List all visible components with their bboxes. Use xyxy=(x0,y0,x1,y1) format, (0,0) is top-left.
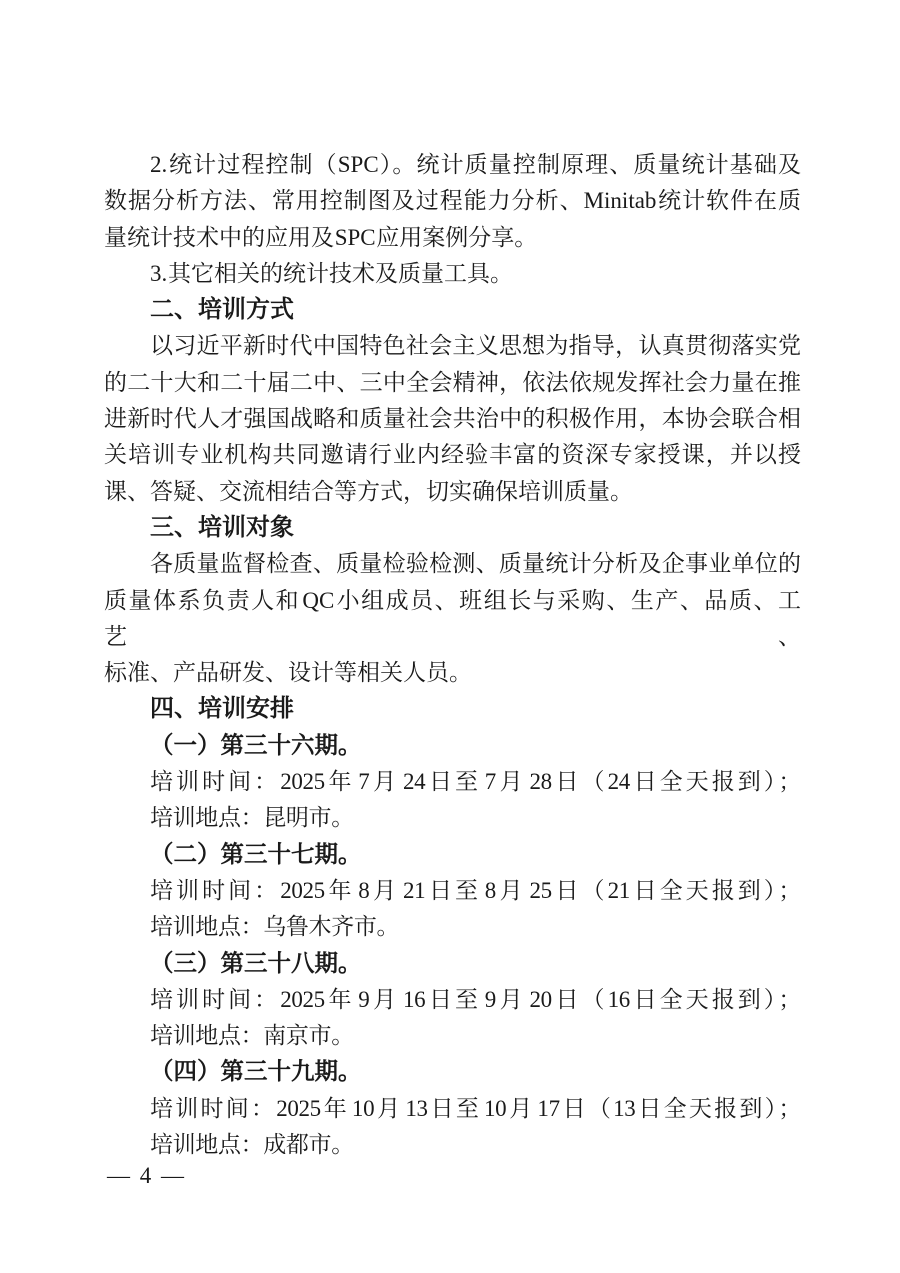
text-line: 标准、产品研发、设计等相关人员。 xyxy=(104,660,472,686)
text-line: 关培训专业机构共同邀请行业内经验丰富的资深专家授课，并以授 xyxy=(104,442,801,468)
text-line: 培训时间：2025 年 10 月 13 日至 10 月 17 日（13 日全天报到）； xyxy=(150,1095,801,1121)
text-line: （二）第三十七期。 xyxy=(150,841,362,868)
session-39-time xyxy=(104,1091,801,1127)
section-heading-training-audience xyxy=(104,510,801,546)
spc-course-paragraph xyxy=(104,147,801,256)
text-line: 培训地点：昆明市。 xyxy=(150,805,354,831)
text-line: 三、培训对象 xyxy=(150,513,294,541)
session-36-time xyxy=(104,764,801,800)
training-method-paragraph xyxy=(104,328,801,509)
text-line: 培训时间：2025 年 8 月 21 日至 8 月 25 日（21 日全天报到）； xyxy=(150,877,801,903)
training-audience-paragraph xyxy=(104,546,801,691)
text-line: 数据分析方法、常用控制图及过程能力分析、Minitab 统计软件在质 xyxy=(104,188,801,214)
session-36-location xyxy=(104,800,801,836)
text-line: （三）第三十八期。 xyxy=(150,950,362,977)
session-36-title xyxy=(104,728,801,764)
text-line: 进新时代人才强国战略和质量社会共治中的积极作用，本协会联合相 xyxy=(104,406,801,432)
section-heading-training-method xyxy=(104,292,801,328)
document-content xyxy=(104,147,801,1163)
session-37-title xyxy=(104,837,801,873)
text-line: 3. 其它相关的统计技术及质量工具。 xyxy=(150,260,513,286)
text-line: （一）第三十六期。 xyxy=(150,732,362,759)
text-line: 培训地点：南京市。 xyxy=(150,1023,354,1049)
text-line: （四）第三十九期。 xyxy=(150,1059,362,1086)
session-37-time xyxy=(104,873,801,909)
text-line: 质量体系负责人和 QC 小组成员、班组长与采购、生产、品质、工艺、 xyxy=(104,587,801,649)
text-line: 2. 统计过程控制（SPC）。统计质量控制原理、质量统计基础及 xyxy=(150,152,801,177)
text-line: 培训地点：成都市。 xyxy=(150,1132,354,1158)
text-line: 的二十大和二十届二中、三中全会精神，依法依规发挥社会力量在推 xyxy=(104,369,801,395)
text-line: 以习近平新时代中国特色社会主义思想为指导，认真贯彻落实党 xyxy=(150,333,801,359)
text-line: 培训时间：2025 年 7 月 24 日至 7 月 28 日（24 日全天报到）； xyxy=(150,769,801,795)
text-line: 培训地点：乌鲁木齐市。 xyxy=(150,914,400,940)
section-heading-training-schedule xyxy=(104,691,801,727)
text-line: 量统计技术中的应用及 SPC 应用案例分享。 xyxy=(104,224,538,250)
other-tools-paragraph xyxy=(104,256,801,292)
session-39-location xyxy=(104,1127,801,1163)
page-number: — 4 — xyxy=(107,1163,186,1188)
session-38-location xyxy=(104,1018,801,1054)
text-line: 四、培训安排 xyxy=(150,695,294,723)
text-line: 培训时间：2025 年 9 月 16 日至 9 月 20 日（16 日全天报到）； xyxy=(150,986,801,1012)
session-37-location xyxy=(104,909,801,945)
session-39-title xyxy=(104,1054,801,1090)
text-line: 课、答疑、交流相结合等方式，切实确保培训质量。 xyxy=(104,478,633,504)
text-line: 各质量监督检查、质量检验检测、质量统计分析及企事业单位的 xyxy=(150,551,801,577)
session-38-title xyxy=(104,946,801,982)
session-38-time xyxy=(104,982,801,1018)
text-line: 二、培训方式 xyxy=(150,296,294,324)
